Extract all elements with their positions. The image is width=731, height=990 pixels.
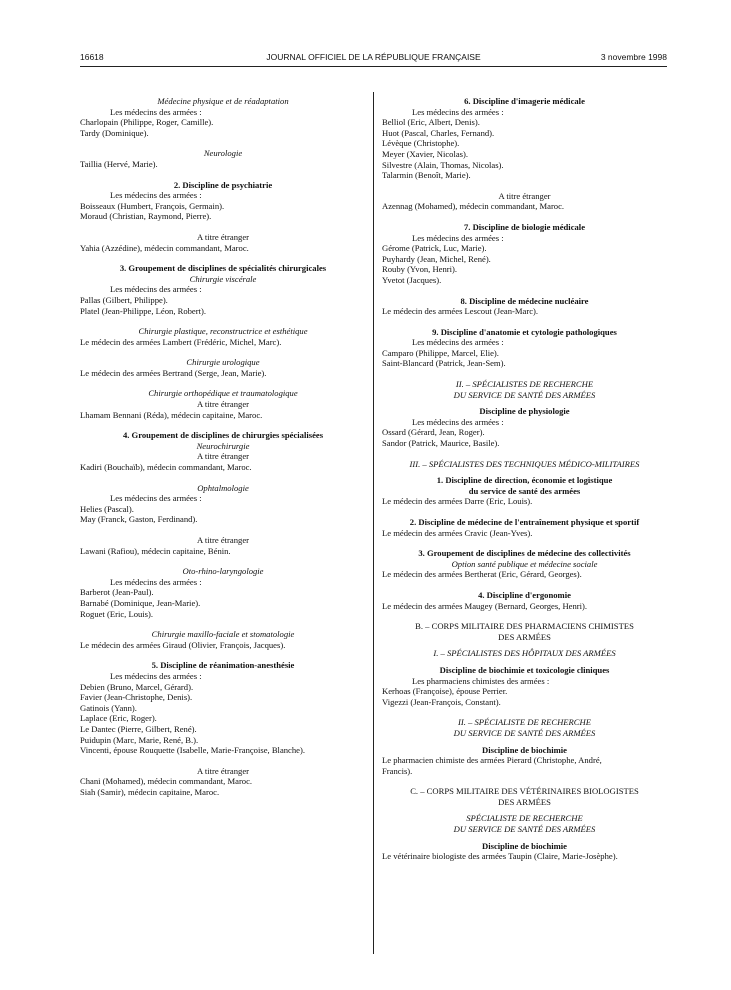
- subsection-heading: II. – SPÉCIALISTES DE RECHERCHE: [455, 379, 594, 390]
- list-item: Gatinois (Yann).: [80, 702, 137, 713]
- spacer: [80, 316, 366, 326]
- foreign-title: A titre étranger: [196, 231, 249, 242]
- foreign-title: B. – CORPS MILITAIRE DES PHARMACIENS CHIMISTES: [415, 621, 634, 632]
- section-heading: Discipline de biochimie et toxicologie cliniques: [439, 664, 610, 675]
- list-item: Le médecin des armées Bertrand (Serge, Jean, Marie).: [80, 367, 267, 378]
- subsection-heading: Ophtalmologie: [197, 482, 249, 493]
- section-heading: 6. Discipline d'imagerie médicale: [464, 96, 585, 106]
- subsection-heading: Chirurgie maxillo-faciale et stomatologie: [151, 629, 295, 640]
- list-item: Francis).: [382, 765, 413, 776]
- subsection-heading: DU SERVICE DE SANTÉ DES ARMÉES: [453, 389, 596, 400]
- list-item: Lévèque (Christophe).: [382, 138, 460, 149]
- section-heading: 4. Groupement de disciplines de chirurgies spécialisées: [122, 430, 324, 441]
- section-heading: 9. Discipline d'anatomie et cytologie pathologiques: [432, 326, 617, 337]
- spacer: [80, 473, 366, 483]
- spacer: [382, 776, 667, 786]
- foreign-title: A titre étranger: [196, 765, 249, 776]
- subsection-heading: Neurologie: [203, 148, 243, 159]
- list-item: Le Dantec (Pierre, Gilbert, René).: [80, 723, 197, 734]
- spacer: [80, 650, 366, 660]
- list-item: Ossard (Gérard, Jean, Roger).: [382, 427, 485, 438]
- list-item: Favier (Jean-Christophe, Denis).: [80, 692, 193, 703]
- section-heading: 3. Groupement de disciplines de spécialités chirurgicales: [119, 263, 327, 274]
- spacer: [80, 138, 366, 148]
- spacer: [80, 222, 366, 232]
- list-item: Le médecin des armées Darre (Eric, Louis).: [382, 496, 533, 507]
- right-column: [382, 96, 667, 862]
- list-item: Puyhardy (Jean, Michel, René).: [382, 253, 491, 264]
- section-heading: Discipline de biochimie: [482, 744, 567, 755]
- left-column: [80, 96, 366, 797]
- list-item: Taillia (Hervé, Marie).: [80, 158, 158, 169]
- subsection-heading: Chirurgie orthopédique et traumatologique: [148, 388, 298, 399]
- list-item: Pallas (Gilbert, Philippe).: [80, 294, 168, 305]
- foreign-title: A titre étranger: [196, 535, 249, 545]
- list-item: Le médecin des armées Bertherat (Eric, Gérard, Georges).: [382, 569, 582, 580]
- spacer: [80, 253, 366, 263]
- list-intro: Les pharmaciens chimistes des armées :: [412, 675, 550, 686]
- spacer: [80, 525, 366, 535]
- foreign-title: A titre étranger: [196, 399, 249, 410]
- spacer: [80, 170, 366, 180]
- section-heading: du service de santé des armées: [468, 485, 581, 496]
- subsection-heading: Chirurgie viscérale: [189, 273, 257, 284]
- spacer: [382, 286, 667, 296]
- subsection-heading: Oto-rhino-laryngologie: [182, 566, 264, 577]
- list-intro: Les médecins des armées :: [110, 106, 202, 117]
- list-item: Belliol (Eric, Albert, Denis).: [382, 117, 480, 128]
- list-item: Charlopain (Philippe, Roger, Camille).: [80, 117, 214, 128]
- list-item: Kerhoas (Françoise), épouse Perrier.: [382, 686, 508, 697]
- list-item: Yvetot (Jacques).: [382, 274, 442, 285]
- list-item: Chani (Mohamed), médecin commandant, Maroc.: [80, 776, 253, 787]
- list-item: Meyer (Xavier, Nicolas).: [382, 148, 469, 159]
- spacer: [80, 556, 366, 566]
- list-item: Le médecin des armées Giraud (Olivier, François, Jacques).: [80, 639, 286, 650]
- spacer: [80, 420, 366, 430]
- page-number: 16618: [80, 52, 104, 62]
- list-item: Puidupin (Marc, Marie, René, B.).: [80, 734, 199, 745]
- list-item: Kadiri (Bouchaïb), médecin commandant, Maroc.: [80, 462, 252, 473]
- subsection-heading: Chirurgie plastique, reconstructrice et esthétique: [138, 326, 308, 337]
- section-heading: 2. Discipline de psychiatrie: [173, 179, 273, 190]
- list-item: Boisseaux (Humbert, François, Germain).: [80, 200, 225, 211]
- list-item: Tardy (Dominique).: [80, 127, 149, 138]
- list-item: Le médecin des armées Lambert (Frédéric, Michel, Marc).: [80, 336, 282, 347]
- foreign-title: A titre étranger: [196, 451, 249, 462]
- spacer: [80, 619, 366, 629]
- foreign-title: DES ARMÉES: [498, 631, 551, 642]
- list-item: Talarmin (Benoît, Marie).: [382, 170, 471, 181]
- foreign-title: A titre étranger: [498, 190, 551, 201]
- spacer: [80, 347, 366, 357]
- spacer: [382, 580, 667, 590]
- list-item: Siah (Samir), médecin capitaine, Maroc.: [80, 786, 220, 797]
- spacer: [382, 369, 667, 379]
- spacer: [382, 449, 667, 459]
- spacer: [80, 378, 366, 388]
- list-item: May (Franck, Gaston, Ferdinand).: [80, 514, 198, 525]
- page-header: [80, 52, 667, 67]
- spacer: [80, 756, 366, 766]
- subsection-heading: Neurochirurgie: [196, 440, 250, 451]
- foreign-title: DES ARMÉES: [498, 796, 551, 807]
- section-heading: 3. Groupement de disciplines de médecine des collectivités: [418, 548, 631, 559]
- list-item: Barberot (Jean-Paul).: [80, 587, 154, 598]
- list-item: Azennag (Mohamed), médecin commandant, Maroc.: [382, 201, 565, 212]
- section-heading: 7. Discipline de biologie médicale: [463, 221, 586, 232]
- subsection-heading: Chirurgie urologique: [186, 357, 260, 368]
- list-item: Yahia (Azzédine), médecin commandant, Maroc.: [80, 242, 249, 253]
- list-item: Platel (Jean-Philippe, Léon, Robert).: [80, 305, 207, 316]
- list-item: Vigezzi (Jean-François, Constant).: [382, 696, 501, 707]
- list-item: Le médecin des armées Cravic (Jean-Yves).: [382, 527, 533, 538]
- foreign-title: C. – CORPS MILITAIRE DES VÉTÉRINAIRES BIOLOGISTES: [410, 786, 639, 797]
- section-heading: 4. Discipline d'ergonomie: [478, 589, 571, 600]
- list-intro: Les médecins des armées :: [110, 493, 202, 504]
- spacer: [382, 707, 667, 717]
- list-item: Moraud (Christian, Raymond, Pierre).: [80, 211, 212, 222]
- issue-date: 3 novembre 1998: [600, 52, 667, 62]
- list-intro: Les médecins des armées :: [412, 232, 504, 243]
- list-item: Sandor (Patrick, Maurice, Basile).: [382, 438, 500, 449]
- section-heading: 2. Discipline de médecine de l'entraînement physique et sportif: [409, 517, 640, 527]
- list-item: Saint-Blancard (Patrick, Jean-Sem).: [382, 358, 506, 369]
- subsection-heading: I. – SPÉCIALISTES DES HÔPITAUX DES ARMÉES: [433, 648, 616, 659]
- list-intro: Les médecins des armées :: [110, 670, 202, 681]
- subsection-heading: III. – SPÉCIALISTES DES TECHNIQUES MÉDICO-MILITAIRES: [409, 458, 640, 469]
- subsection-heading: DU SERVICE DE SANTÉ DES ARMÉES: [453, 727, 596, 738]
- list-item: Barnabé (Dominique, Jean-Marie).: [80, 597, 201, 608]
- spacer: [382, 538, 667, 548]
- list-item: Le vétérinaire biologiste des armées Taupin (Claire, Marie-Josèphe).: [382, 851, 618, 862]
- subsection-heading: II. – SPÉCIALISTE DE RECHERCHE: [458, 717, 591, 728]
- section-heading: Discipline de physiologie: [479, 406, 570, 417]
- list-item: Helies (Pascal).: [80, 503, 134, 514]
- list-item: Gérome (Patrick, Luc, Marie).: [382, 243, 487, 254]
- list-item: Lawani (Rafiou), médecin capitaine, Bénin.: [80, 545, 231, 556]
- list-intro: Les médecins des armées :: [110, 284, 202, 295]
- section-heading: 5. Discipline de réanimation-anesthésie: [151, 660, 295, 671]
- list-intro: Les médecins des armées :: [412, 337, 504, 348]
- list-intro: Les médecins des armées :: [110, 576, 202, 587]
- list-item: Huot (Pascal, Charles, Fernand).: [382, 127, 495, 138]
- list-item: Lhamam Bennani (Réda), médecin capitaine, Maroc.: [80, 409, 263, 420]
- subsection-heading: DU SERVICE DE SANTÉ DES ARMÉES: [453, 824, 596, 835]
- spacer: [382, 507, 667, 517]
- subsection-heading: Option santé publique et médecine sociale: [451, 558, 598, 569]
- section-heading: Discipline de biochimie: [482, 840, 567, 851]
- subsection-heading: SPÉCIALISTE DE RECHERCHE: [466, 813, 583, 824]
- spacer: [382, 181, 667, 191]
- list-intro: Les médecins des armées :: [110, 190, 202, 201]
- list-item: Le médecin des armées Maugey (Bernard, Georges, Henri).: [382, 600, 588, 611]
- list-intro: Les médecins des armées :: [412, 106, 504, 117]
- section-heading: 1. Discipline de direction, économie et logistique: [436, 475, 613, 486]
- list-intro: Les médecins des armées :: [412, 416, 504, 427]
- text-line: Le pharmacien chimiste des armées Pierard (Christophe, André,: [382, 755, 602, 766]
- list-item: Roguet (Eric, Louis).: [80, 608, 154, 619]
- spacer: [382, 317, 667, 327]
- list-item: Silvestre (Alain, Thomas, Nicolas).: [382, 159, 504, 170]
- list-item: Laplace (Eric, Roger).: [80, 713, 157, 724]
- list-item: Le médecin des armées Lescout (Jean-Marc).: [382, 306, 539, 317]
- list-item: Vincenti, épouse Rouquette (Isabelle, Marie-Françoise, Blanche).: [80, 745, 305, 756]
- list-item: Debien (Bruno, Marcel, Gérard).: [80, 681, 194, 692]
- spacer: [382, 611, 667, 621]
- spacer: [382, 212, 667, 222]
- column-divider: [373, 92, 374, 954]
- section-heading: 8. Discipline de médecine nucléaire: [460, 295, 589, 306]
- journal-title: JOURNAL OFFICIEL DE LA RÉPUBLIQUE FRANÇAISE: [266, 52, 481, 62]
- list-item: Rouby (Yvon, Henri).: [382, 264, 458, 275]
- subsection-heading: Médecine physique et de réadaptation: [157, 96, 289, 106]
- list-item: Camparo (Philippe, Marcel, Elie).: [382, 347, 499, 358]
